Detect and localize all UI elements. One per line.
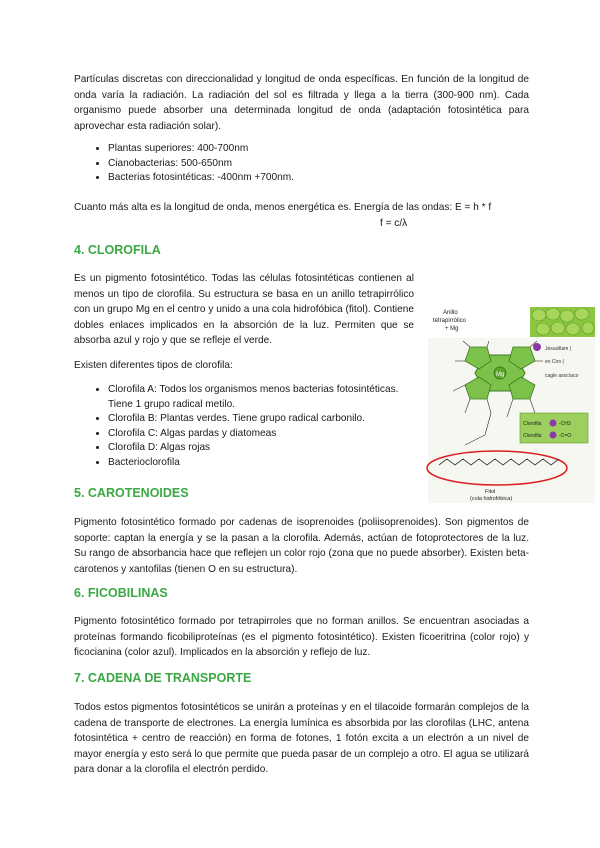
intro-paragraph: Partículas discretas con direccionalidad y longitud de onda específicas. En función de la longitud de onda varía la radiación. La radiación del sol es filtrada y llega a la tierra (300-900 nm). Cada organismo puede absorber una determinada longitud de onda (adaptación fotosintética para aprovechar esta radiación solar). — [74, 74, 529, 132]
list-item: • Bacterioclorofila — [108, 456, 408, 471]
heading-ficobilinas: 6. FICOBILINAS — [74, 586, 168, 600]
chlorophyll-diagram — [425, 305, 595, 505]
absorption-list — [90, 142, 294, 186]
badge-icon — [533, 343, 541, 351]
heading-clorofila: 4. CLOROFILA — [74, 243, 161, 257]
heading-carotenoides: 5. CAROTENOIDES — [74, 486, 189, 500]
tail-label-2: (cola hidrofóbica) — [470, 496, 513, 502]
side-label-3: cagle asocíaco — [545, 373, 579, 379]
list-item: • Clorofila B: Plantas verdes. Tiene grupo radical carbonilo. — [108, 412, 408, 427]
svg-text:Mg: Mg — [496, 372, 505, 378]
list-item: • Clorofila C: Algas pardas y diatomeas — [108, 427, 408, 442]
clorofila-types-list — [90, 383, 408, 471]
list-item: • Cianobacterias: 500-650nm — [108, 157, 294, 172]
side-label-2: en Ciro ( — [545, 359, 565, 365]
clorofila-types-intro: Existen diferentes tipos de clorofila: — [74, 360, 233, 371]
clorofila-a-label: Clorofila — [523, 421, 542, 427]
clorofila-b-label: Clorofila — [523, 433, 542, 439]
ring-label-3: + Mg — [445, 326, 459, 332]
ficobilinas-paragraph: Pigmento fotosintético formado por tetrapirroles que no forman anillos. Se encuentran asociadas a proteínas formando ficobiliproteínas (es el pigmento fotosintético). Existen ficoeritrina (color rojo) y ficocianina (color azul). Implicados en la absorción y reflejo de luz. — [74, 616, 529, 658]
list-item: • Bacterias fotosintéticas: -400nm +700nm. — [108, 171, 294, 186]
group-a: -CH3 — [559, 421, 571, 427]
formula: f = c/λ — [380, 218, 408, 229]
chlorophyll-figure — [425, 305, 595, 505]
tetrapyrrole-ring — [465, 347, 535, 399]
list-item: • Clorofila A: Todos los organismos menos bacterias fotosintéticas. Tiene 1 grupo radical metilo. — [108, 383, 408, 412]
ring-label-1: Anillo — [443, 310, 458, 316]
carotenoides-paragraph: Pigmento fotosintético formado por cadenas de isoprenoides (poliisoprenoides). Son pigmentos de soporte: captan la energía y se la pasan a la clorofila. Además, actúan de fotoprotectores de la luz. Su rango de absorbancia hace que reflejen un color rojo (zona que no puede absorber). Existen beta-carotenos y xantofilas (tienen O en su estructura). — [74, 517, 529, 575]
clorofila-paragraph: Es un pigmento fotosintético. Todas las células fotosintéticas contienen al menos un tipo de clorofila. Su estructura se basa en un anillo tetrapirrólico con un grupo Mg en el centro y unido a una cola hidrofóbica (fitol). Contiene dobles enlaces implicados en la absorción de la luz. Permiten que se absorba azul y rojo y que se refleje el verde. — [74, 273, 414, 346]
energy-line: Cuanto más alta es la longitud de onda, menos energética es. Energía de las ondas: E = h * f — [74, 202, 492, 213]
list-item: • Clorofila D: Algas rojas — [108, 441, 408, 456]
list-item: • Plantas superiores: 400-700nm — [108, 142, 294, 157]
heading-transporte: 7. CADENA DE TRANSPORTE — [74, 671, 252, 685]
transporte-paragraph: Todos estos pigmentos fotosintéticos se unirán a proteínas y en el tilacoide formarán complejos de la cadena de transporte de electrones. La energía lumínica es absorbida por las clorofilas (LHC, antena fotosintética + centro de reacción) en forma de fotones, 1 fotón excita a un electrón a un nivel de mayor energía y esto será lo que permite que pueda pasar de un complejo a otro. El agua se utilizará para donar a la clorofila el electrón perdido. — [74, 702, 529, 775]
side-label-1: Jesusillam ( — [545, 346, 572, 352]
ring-label-2: tetrapirrólico — [433, 318, 467, 324]
tail-label-1: Fitol — [485, 489, 496, 495]
group-b: -C=O — [559, 433, 572, 439]
